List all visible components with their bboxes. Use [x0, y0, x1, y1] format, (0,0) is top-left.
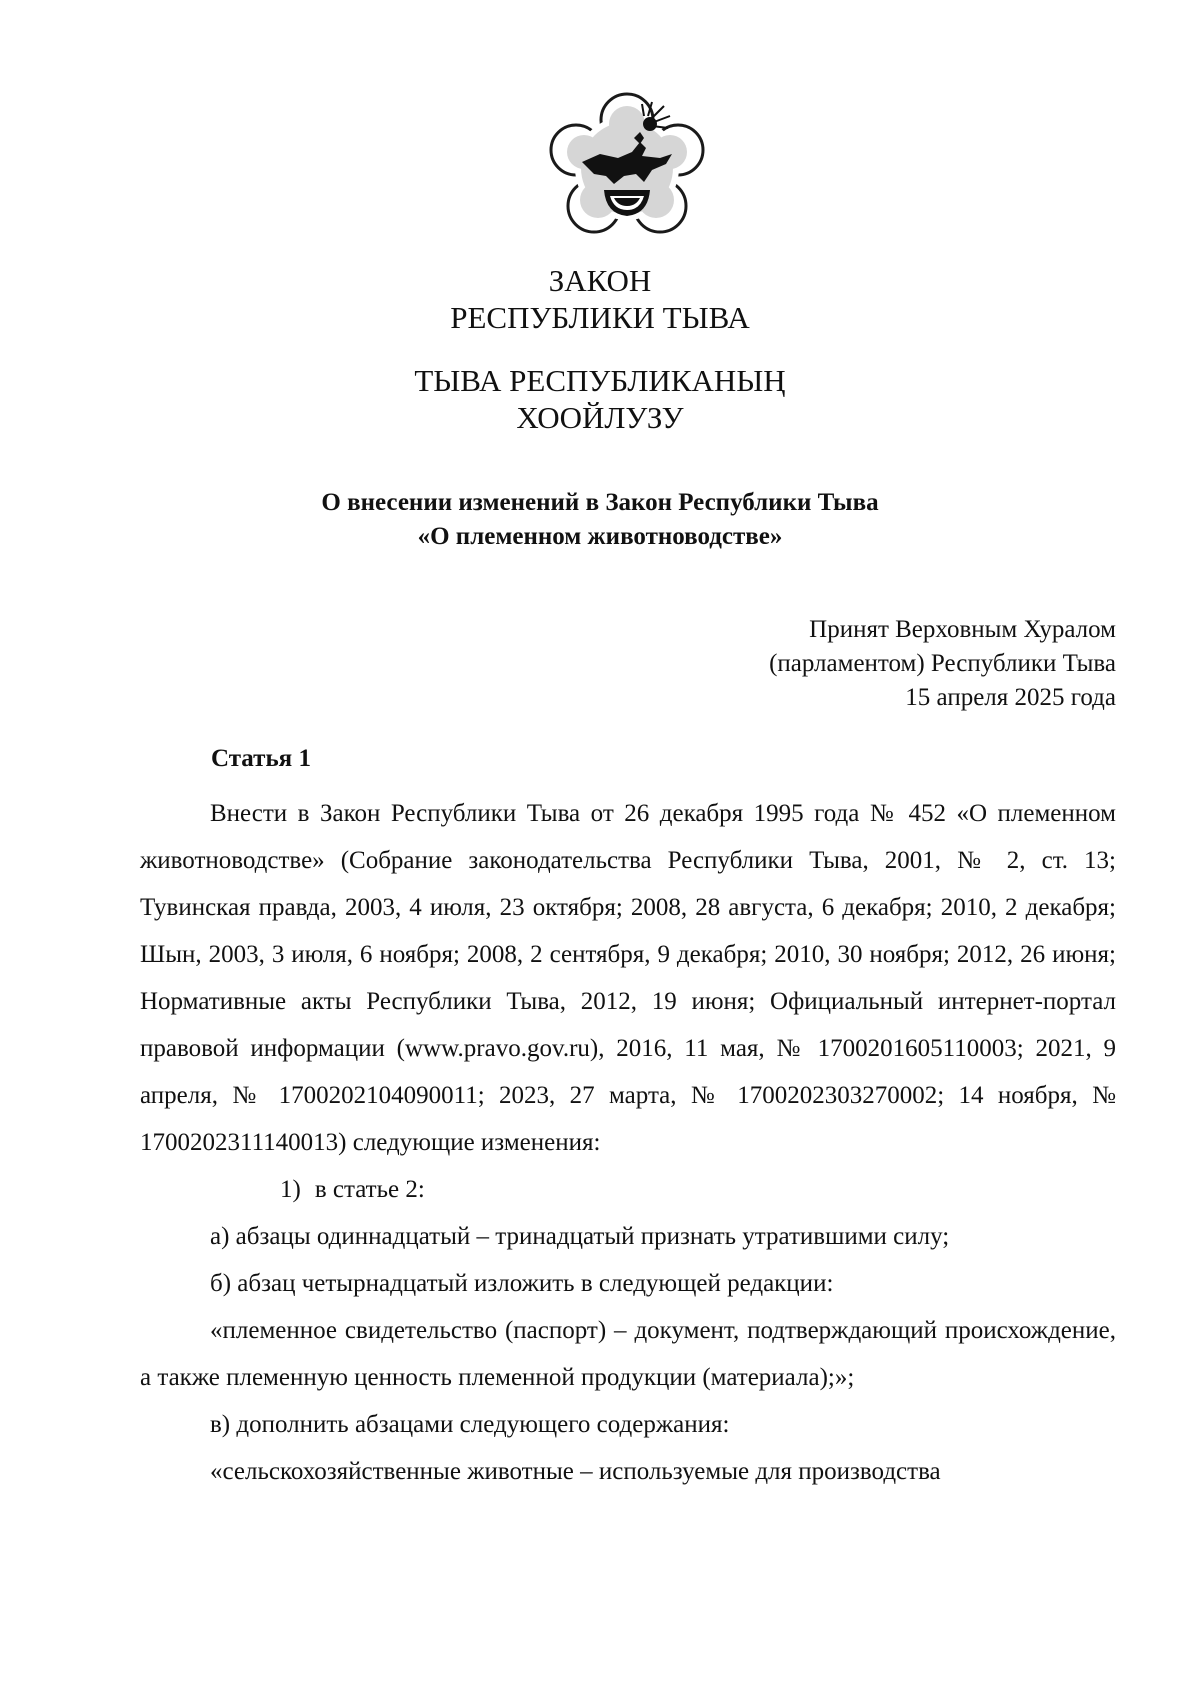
- law-subject-line: О внесении изменений в Закон Республики Тыва: [321, 489, 879, 516]
- subitem-a-paragraph: а) абзацы одиннадцатый – тринадцатый признать утратившими силу;: [210, 1223, 950, 1250]
- law-subject: [0, 486, 1200, 554]
- item-text: в статье 2:: [314, 1176, 425, 1203]
- subitem-c-paragraph: в) дополнить абзацами следующего содержания:: [210, 1411, 730, 1438]
- adoption-line: (парламентом) Республики Тыва: [769, 650, 1116, 677]
- law-title-tuvan: [0, 362, 1200, 436]
- article-intro-paragraph: Внести в Закон Республики Тыва от 26 декабря 1995 года № 452 «О племенном животноводстве» (Собрание законодательства Республики Тыва, 2001, № 2, ст. 13; Тувинская правда, 2003, 4 июля, 23 октября; 2008, 28 августа, 6 декабря; 2010, 2 декабря; Шын, 2003, 3 июля, 6 ноября; 2008, 2 сентября, 9 декабря; 2010, 30 ноября; 2012, 26 июня; Нормативные акты Республики Тыва, 2012, 19 июня; Официальный интернет-портал правовой информации (www.pravo.gov.ru), 2016, 11 мая, № 1700201605110003; 2021, 9 апреля, № 1700202104090011; 2023, 27 марта, № 1700202303270002; 14 ноября, № 1700202311140013) следующие изменения:: [140, 800, 1116, 1156]
- quote-c-paragraph: «сельскохозяйственные животные – используемые для производства: [210, 1458, 941, 1485]
- law-title-line: РЕСПУБЛИКИ ТЫВА: [450, 300, 750, 335]
- law-title-tuvan-line: ХООЙЛУЗУ: [516, 400, 684, 435]
- list-item: [140, 1166, 1116, 1213]
- subitem-b-paragraph: б) абзац четырнадцатый изложить в следующей редакции:: [210, 1270, 834, 1297]
- article-heading: Статья 1: [211, 745, 311, 772]
- law-title-line: ЗАКОН: [548, 263, 652, 298]
- item-number: 1): [280, 1176, 301, 1203]
- adoption-line: Принят Верховным Хуралом: [809, 616, 1116, 643]
- adoption-date: 15 апреля 2025 года: [905, 684, 1116, 711]
- law-subject-line: «О племенном животноводстве»: [417, 523, 783, 550]
- tuva-emblem-icon: [548, 92, 706, 240]
- article-body: [140, 790, 1116, 1495]
- law-title: [0, 262, 1200, 336]
- quote-b-paragraph: «племенное свидетельство (паспорт) – документ, подтверждающий происхождение, а также племенную ценность племенной продукции (материала);»;: [140, 1317, 1116, 1391]
- adoption-note: [769, 613, 1116, 715]
- law-title-tuvan-line: ТЫВА РЕСПУБЛИКАНЫҢ: [414, 363, 786, 398]
